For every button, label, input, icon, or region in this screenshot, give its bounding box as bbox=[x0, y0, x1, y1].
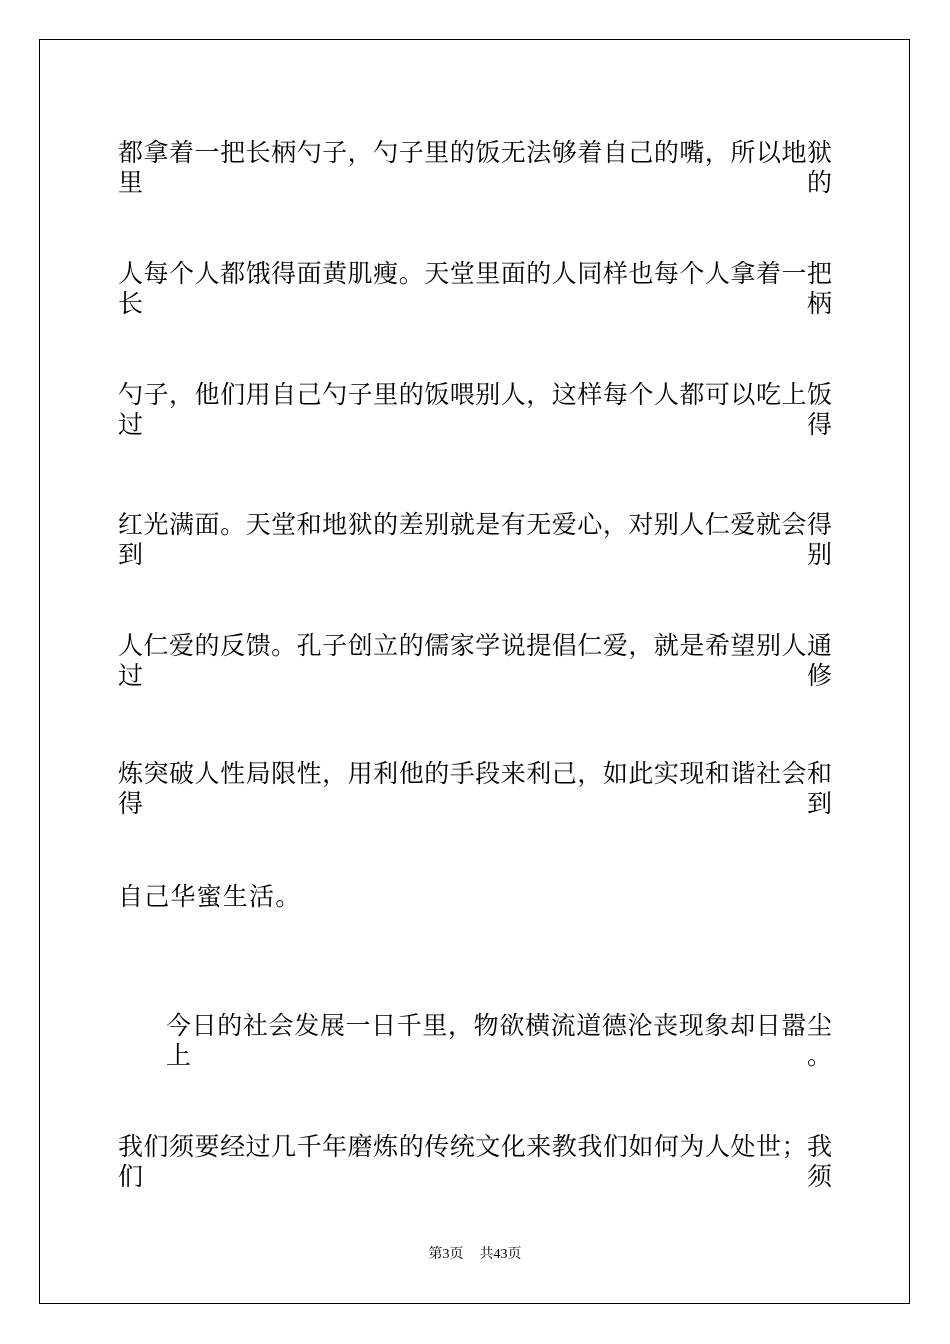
text-line-6: 炼突破人性局限性，用利他的手段来利己，如此实现和谐社会和得到 bbox=[118, 759, 832, 818]
text-line-8-indented: 今日的社会发展一日千里，物欲横流道德沦丧现象却日嚣尘上。 bbox=[166, 1011, 832, 1070]
text-line-2: 人每个人都饿得面黄肌瘦。天堂里面的人同样也每个人拿着一把长柄 bbox=[118, 259, 832, 318]
page-footer bbox=[0, 1246, 950, 1264]
text-line-1: 都拿着一把长柄勺子，勺子里的饭无法够着自己的嘴，所以地狱里的 bbox=[118, 138, 832, 197]
text-line-7: 自己华蜜生活。 bbox=[118, 882, 302, 911]
page-total: 共43页 bbox=[479, 1247, 522, 1262]
text-line-3: 勺子，他们用自己勺子里的饭喂别人，这样每个人都可以吃上饭过得 bbox=[118, 380, 832, 439]
page-number: 第3页 bbox=[428, 1247, 464, 1262]
text-line-4: 红光满面。天堂和地狱的差别就是有无爱心，对别人仁爱就会得到别 bbox=[118, 510, 832, 569]
text-line-5: 人仁爱的反馈。孔子创立的儒家学说提倡仁爱，就是希望别人通过修 bbox=[118, 631, 832, 690]
text-line-9: 我们须要经过几千年磨炼的传统文化来教我们如何为人处世；我们须 bbox=[118, 1132, 832, 1191]
